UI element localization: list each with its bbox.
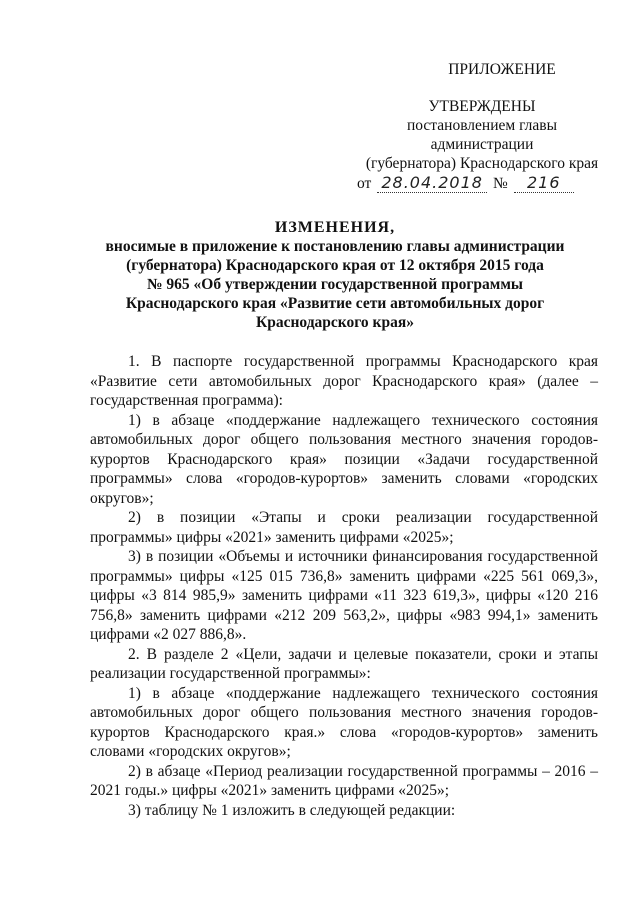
title-line: Краснодарского края «Развитие сети автомобильных дорог	[125, 295, 545, 312]
title-line: (губернатора) Краснодарского края от 12 октября 2015 года	[126, 257, 544, 274]
document-body	[90, 352, 598, 820]
number-label: №	[492, 175, 508, 192]
title-heading: ИЗМЕНЕНИЯ,	[274, 219, 396, 236]
body-paragraph: 2) в позиции «Этапы и сроки реализации государственной программы» цифры «2021» заменить цифрами «2025»;	[90, 509, 598, 546]
body-paragraph: 3) таблицу № 1 изложить в следующей редакции:	[128, 801, 456, 819]
body-paragraph: 1) в абзаце «поддержание надлежащего технического состояния автомобильных дорог общего пользования местного значения городов-курортов Краснодарского края» позиции «Задачи государственной программы» слова «городов-курортов» заменить словами «городских округов»;	[90, 411, 598, 507]
body-paragraph: 2) в абзаце «Период реализации государственной программы – 2016 – 2021 годы.» цифры «2021» заменить цифрами «2025»;	[90, 762, 598, 799]
body-paragraph: 3) в позиции «Объемы и источники финансирования государственной программы» цифры «125 015 736,8» заменить цифрами «225 561 069,3», цифры «3 814 985,9» заменить цифрами «11 323 619,3», цифры «120 216 756,8» заменить цифрами «212 209 563,2», цифры «983 994,1» заменить цифрами «2 027 886,8».	[90, 548, 598, 643]
appendix-label: ПРИЛОЖЕНИЕ	[448, 61, 556, 78]
body-paragraph: 1. В паспорте государственной программы Краснодарского края «Развитие сети автомобильных дорог Краснодарского края» (далее – государственная программа):	[90, 353, 598, 409]
approval-line-2: (губернатора) Краснодарского края	[365, 155, 599, 172]
title-line: вносимые в приложение к постановлению главы администрации	[105, 238, 565, 255]
handwritten-date: 28.04.2018	[377, 173, 487, 193]
title-line: Краснодарского края»	[255, 314, 414, 331]
body-paragraph: 1) в абзаце «поддержание надлежащего технического состояния автомобильных дорог общего пользования местного значения городов-курортов Краснодарского края.» слова «городов-курортов» заменить словами «городских округов»;	[90, 684, 598, 760]
approval-line-1: постановлением главы администрации	[407, 117, 557, 153]
handwritten-number: 216	[514, 173, 574, 193]
from-label: от	[357, 175, 372, 192]
title-line: № 965 «Об утверждении государственной программы	[146, 276, 524, 293]
approved-label: УТВЕРЖДЕНЫ	[428, 98, 536, 115]
body-paragraph: 2. В разделе 2 «Цели, задачи и целевые показатели, сроки и этапы реализации государственной программы»:	[90, 645, 598, 682]
document-title	[60, 218, 610, 332]
approval-date-row	[357, 173, 607, 193]
approval-block	[357, 60, 607, 193]
